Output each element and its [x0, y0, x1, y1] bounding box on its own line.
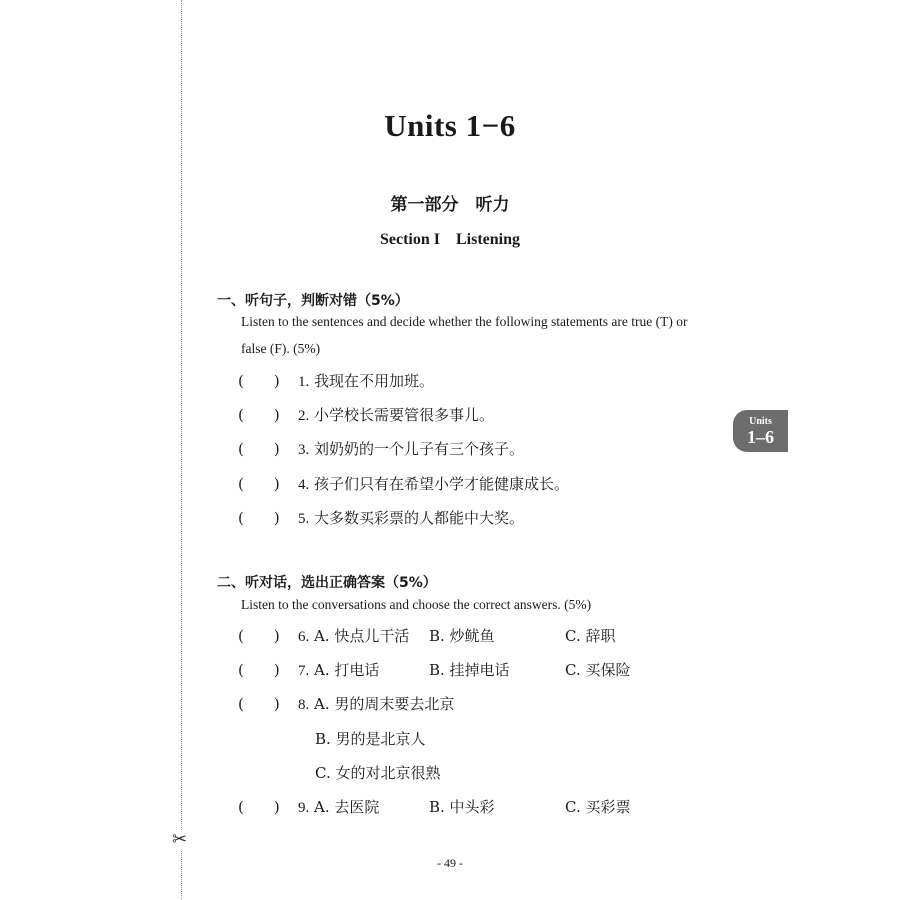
question-text: 我现在不用加班。 [314, 372, 435, 390]
section1-instruction-line2: false (F). (5%) [241, 341, 321, 356]
answer-blank[interactable]: ( ) [238, 475, 280, 493]
answer-blank[interactable]: ( ) [238, 661, 280, 679]
question-number: 8. [298, 697, 310, 713]
question-text: 孩子们只有在希望小学才能健康成长。 [314, 475, 570, 493]
part-title-en: Section I Listening [379, 231, 521, 248]
side-tab-units: Units [749, 416, 772, 427]
question-number: 9. [298, 800, 310, 816]
question-text: 刘奶奶的一个儿子有三个孩子。 [314, 440, 525, 458]
question-1 [238, 370, 434, 391]
section2-heading: 二、听对话，选出正确答案（5%） [217, 575, 437, 591]
side-tab [733, 410, 788, 452]
q9-option-c: C. 买彩票 [565, 798, 631, 816]
question-number: 2. [298, 408, 310, 424]
answer-blank[interactable]: ( ) [238, 798, 280, 816]
page-number: - 49 - [437, 856, 463, 870]
question-number: 6. [298, 629, 310, 645]
question-6 [238, 625, 409, 646]
option-a: A. 男的周末要去北京 [314, 695, 455, 713]
question-number: 4. [298, 477, 310, 493]
part-title-cn: 第一部分 听力 [390, 195, 510, 215]
answer-blank[interactable]: ( ) [238, 509, 280, 527]
q8-option-b: B. 男的是北京人 [315, 730, 426, 748]
q7-option-b: B. 挂掉电话 [429, 661, 510, 679]
section2-instruction: Listen to the conversations and choose the correct answers. (5%) [241, 597, 592, 612]
q9-option-b: B. 中头彩 [429, 798, 495, 816]
answer-blank[interactable]: ( ) [238, 627, 280, 645]
question-7 [238, 659, 379, 680]
q6-option-c: C. 辞职 [565, 627, 616, 645]
question-text: 小学校长需要管很多事儿。 [314, 406, 495, 424]
q7-option-c: C. 买保险 [565, 661, 631, 679]
question-3 [238, 438, 524, 459]
answer-blank[interactable]: ( ) [238, 406, 280, 424]
q6-option-b: B. 炒鱿鱼 [429, 627, 495, 645]
question-text: 大多数买彩票的人都能中大奖。 [314, 509, 525, 527]
option-a: A. 打电话 [314, 661, 380, 679]
question-number: 3. [298, 442, 310, 458]
option-a: A. 去医院 [314, 798, 380, 816]
answer-blank[interactable]: ( ) [238, 372, 280, 390]
q8-option-c: C. 女的对北京很熟 [315, 764, 441, 782]
answer-blank[interactable]: ( ) [238, 440, 280, 458]
question-5 [238, 507, 524, 528]
question-9 [238, 796, 379, 817]
option-a: A. 快点儿干活 [314, 627, 410, 645]
answer-blank[interactable]: ( ) [238, 695, 280, 713]
side-tab-range: 1–6 [747, 427, 774, 447]
section1-instruction-line1: Listen to the sentences and decide whether the following statements are true (T) or [241, 314, 688, 329]
question-4 [238, 473, 569, 494]
scissors-icon: ✂ [172, 829, 188, 850]
question-number: 1. [298, 374, 310, 390]
question-number: 5. [298, 511, 310, 527]
page-title: Units 1−6 [384, 108, 516, 143]
question-2 [238, 404, 494, 425]
section1-heading: 一、听句子，判断对错（5%） [217, 293, 409, 309]
question-8 [238, 693, 454, 714]
question-number: 7. [298, 663, 310, 679]
